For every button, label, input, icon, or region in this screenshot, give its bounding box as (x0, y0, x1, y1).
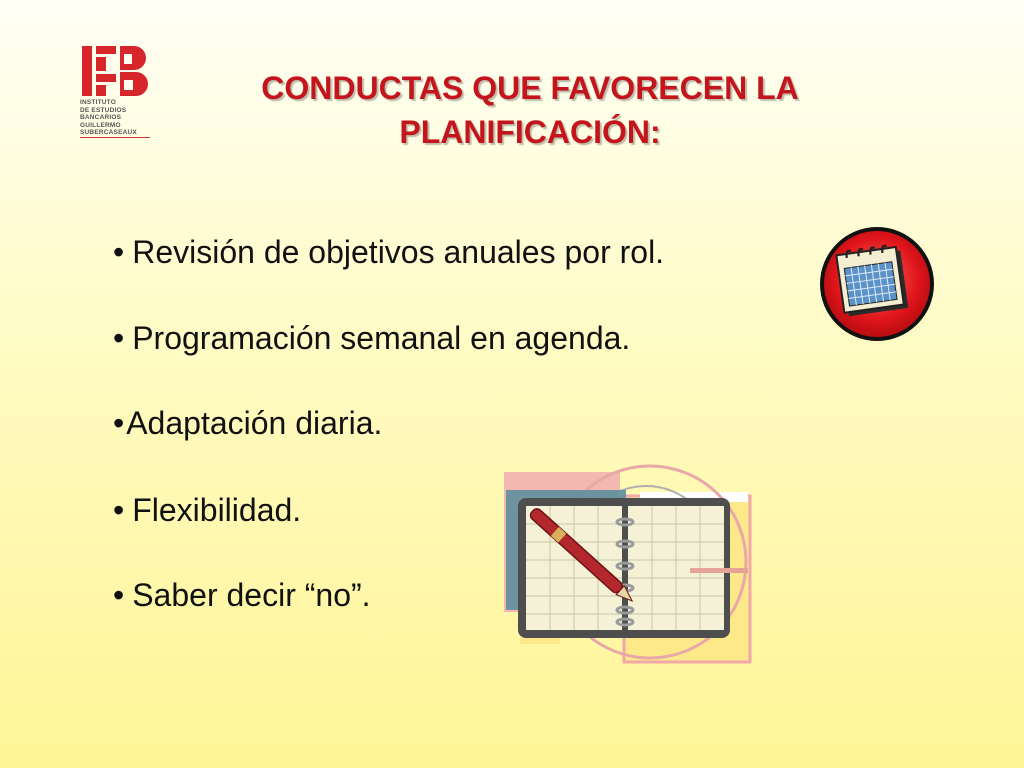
logo-text (80, 99, 150, 138)
bullet-item (113, 492, 301, 529)
agenda-pen-clipart-icon (500, 456, 760, 668)
bullet-dot: • (113, 492, 125, 528)
slide-title (160, 66, 900, 154)
calendar-clipart-icon (817, 224, 937, 344)
bullet-dot: • (113, 234, 125, 270)
institute-logo (80, 44, 150, 140)
logo-mark-icon (80, 44, 150, 100)
bullet-text: Saber decir “no”. (132, 577, 371, 613)
title-line-2: PLANIFICACIÓN: (399, 114, 661, 150)
bullet-text: Revisión de objetivos anuales por rol. (132, 234, 665, 270)
logo-line: INSTITUTO (80, 99, 116, 106)
logo-line: GUILLERMO (80, 121, 121, 129)
bullet-item (113, 577, 371, 614)
logo-line: DE ESTUDIOS (80, 106, 127, 114)
title-line-1: CONDUCTAS QUE FAVORECEN LA (261, 70, 799, 106)
bullet-dot: • (113, 405, 125, 441)
bullet-item (113, 234, 664, 271)
bullet-item (113, 405, 382, 442)
bullet-dot: • (113, 320, 125, 356)
logo-line: BANCARIOS (80, 114, 122, 121)
bullet-text: Flexibilidad. (132, 492, 302, 528)
bullet-text: Programación semanal en agenda. (132, 320, 631, 356)
bullet-dot: • (113, 577, 125, 613)
bullet-text: Adaptación diaria. (126, 405, 383, 441)
logo-line: SUBERCASEAUX (80, 129, 150, 138)
bullet-item (113, 320, 630, 357)
